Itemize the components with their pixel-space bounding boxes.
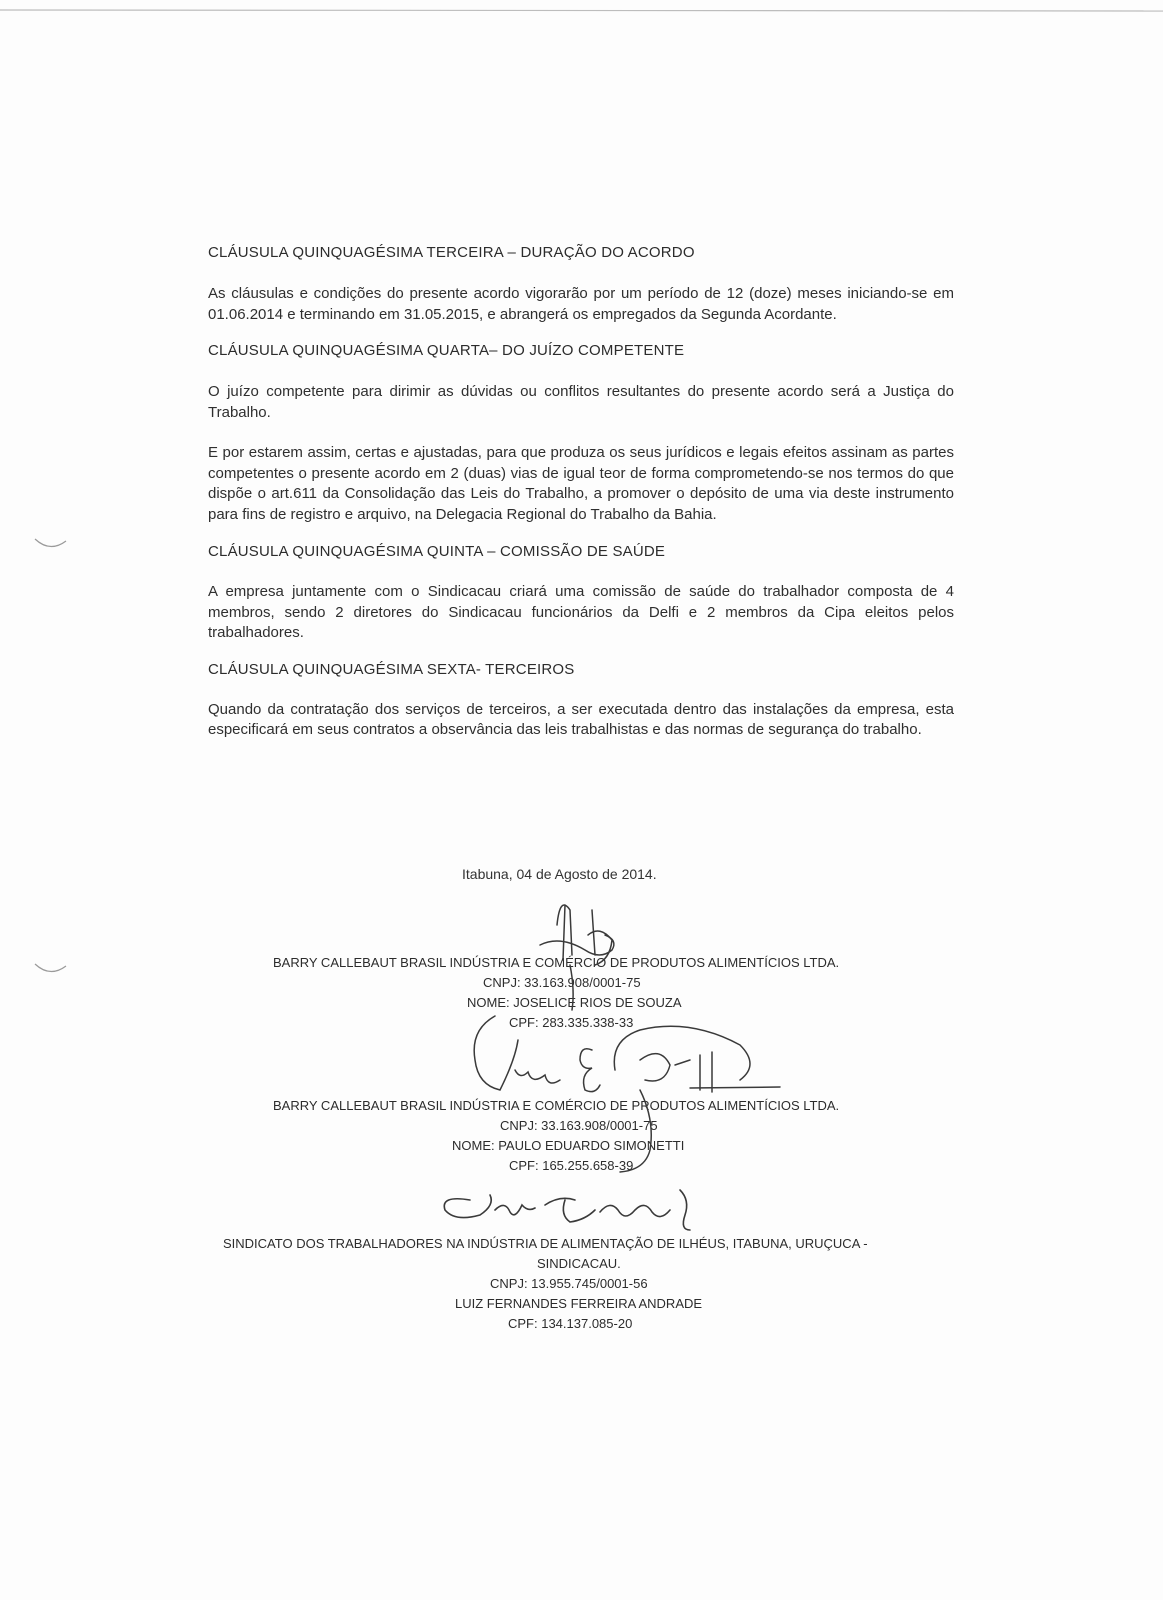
- signatory-3-company-line2: SINDICACAU.: [537, 1256, 621, 1271]
- clause-54-heading: CLÁUSULA QUINQUAGÉSIMA QUARTA– DO JUÍZO COMPETENTE: [208, 342, 685, 359]
- place-date: Itabuna, 04 de Agosto de 2014.: [462, 866, 657, 882]
- signatory-2-cpf: CPF: 165.255.658-39: [509, 1158, 634, 1173]
- punch-hole-mark: [30, 535, 70, 555]
- signatory-2-name: NOME: PAULO EDUARDO SIMONETTI: [452, 1138, 685, 1153]
- signatory-1-name: NOME: JOSELICE RIOS DE SOUZA: [467, 995, 682, 1010]
- signatory-3-name: LUIZ FERNANDES FERREIRA ANDRADE: [455, 1296, 703, 1311]
- punch-hole-mark: [30, 960, 70, 980]
- signatory-1-cpf: CPF: 283.335.338-33: [509, 1015, 634, 1030]
- signatory-3-company-line1: SINDICATO DOS TRABALHADORES NA INDÚSTRIA DE ALIMENTAÇÃO DE ILHÉUS, ITABUNA, URUÇUCA -: [223, 1236, 868, 1251]
- clause-55-heading: CLÁUSULA QUINQUAGÉSIMA QUINTA – COMISSÃO DE SAÚDE: [208, 543, 666, 560]
- clause-54-closing-text: E por estarem assim, certas e ajustadas, para que produza os seus jurídicos e legais efeitos assinam as partes competentes o presente acordo em 2 (duas) vias de igual teor de forma comprometendo-se nos termos do que dispõe o art.611 da Consolidação das Leis do Trabalho, a promover o depósito de uma via deste instrumento para fins de registro e arquivo, na Delegacia Regional do Trabalho da Bahia.: [208, 444, 954, 523]
- clause-56-heading: CLÁUSULA QUINQUAGÉSIMA SEXTA- TERCEIROS: [208, 660, 575, 678]
- clause-56-text: Quando da contratação dos serviços de terceiros, a ser executada dentro das instalações da empresa, esta especificará em seus contratos a observância das leis trabalhistas e das normas de segurança do trabalho.: [208, 700, 954, 738]
- signatory-1-cnpj: CNPJ: 33.163.908/0001-75: [483, 975, 641, 990]
- scan-edge-line: [0, 8, 1163, 14]
- signatory-3-cpf: CPF: 134.137.085-20: [508, 1316, 633, 1331]
- document-body: [208, 244, 954, 741]
- signatory-1-company: BARRY CALLEBAUT BRASIL INDÚSTRIA E COMÉRCIO DE PRODUTOS ALIMENTÍCIOS LTDA.: [273, 955, 840, 970]
- clause-54-text: O juízo competente para dirimir as dúvidas ou conflitos resultantes do presente acordo será a Justiça do Trabalho.: [208, 383, 954, 421]
- clause-53-heading: CLÁUSULA QUINQUAGÉSIMA TERCEIRA – DURAÇÃO DO ACORDO: [208, 244, 695, 261]
- clause-53-text: As cláusulas e condições do presente acordo vigorarão por um período de 12 (doze) meses iniciando-se em 01.06.2014 e terminando em 31.05.2015, e abrangerá os empregados da Segunda Acordante.: [208, 285, 954, 323]
- signature-3-drawing: [444, 1190, 690, 1230]
- signatory-3-cnpj: CNPJ: 13.955.745/0001-56: [490, 1276, 648, 1291]
- signatory-2-company: BARRY CALLEBAUT BRASIL INDÚSTRIA E COMÉRCIO DE PRODUTOS ALIMENTÍCIOS LTDA.: [273, 1098, 840, 1113]
- clause-55-text: A empresa juntamente com o Sindicacau criará uma comissão de saúde do trabalhador composta de 4 membros, sendo 2 diretores do Sindicacau funcionários da Delfi e 2 membros da Cipa eleitos pelos trabalhadores.: [208, 583, 954, 641]
- signatory-2-cnpj: CNPJ: 33.163.908/0001-75: [500, 1118, 658, 1133]
